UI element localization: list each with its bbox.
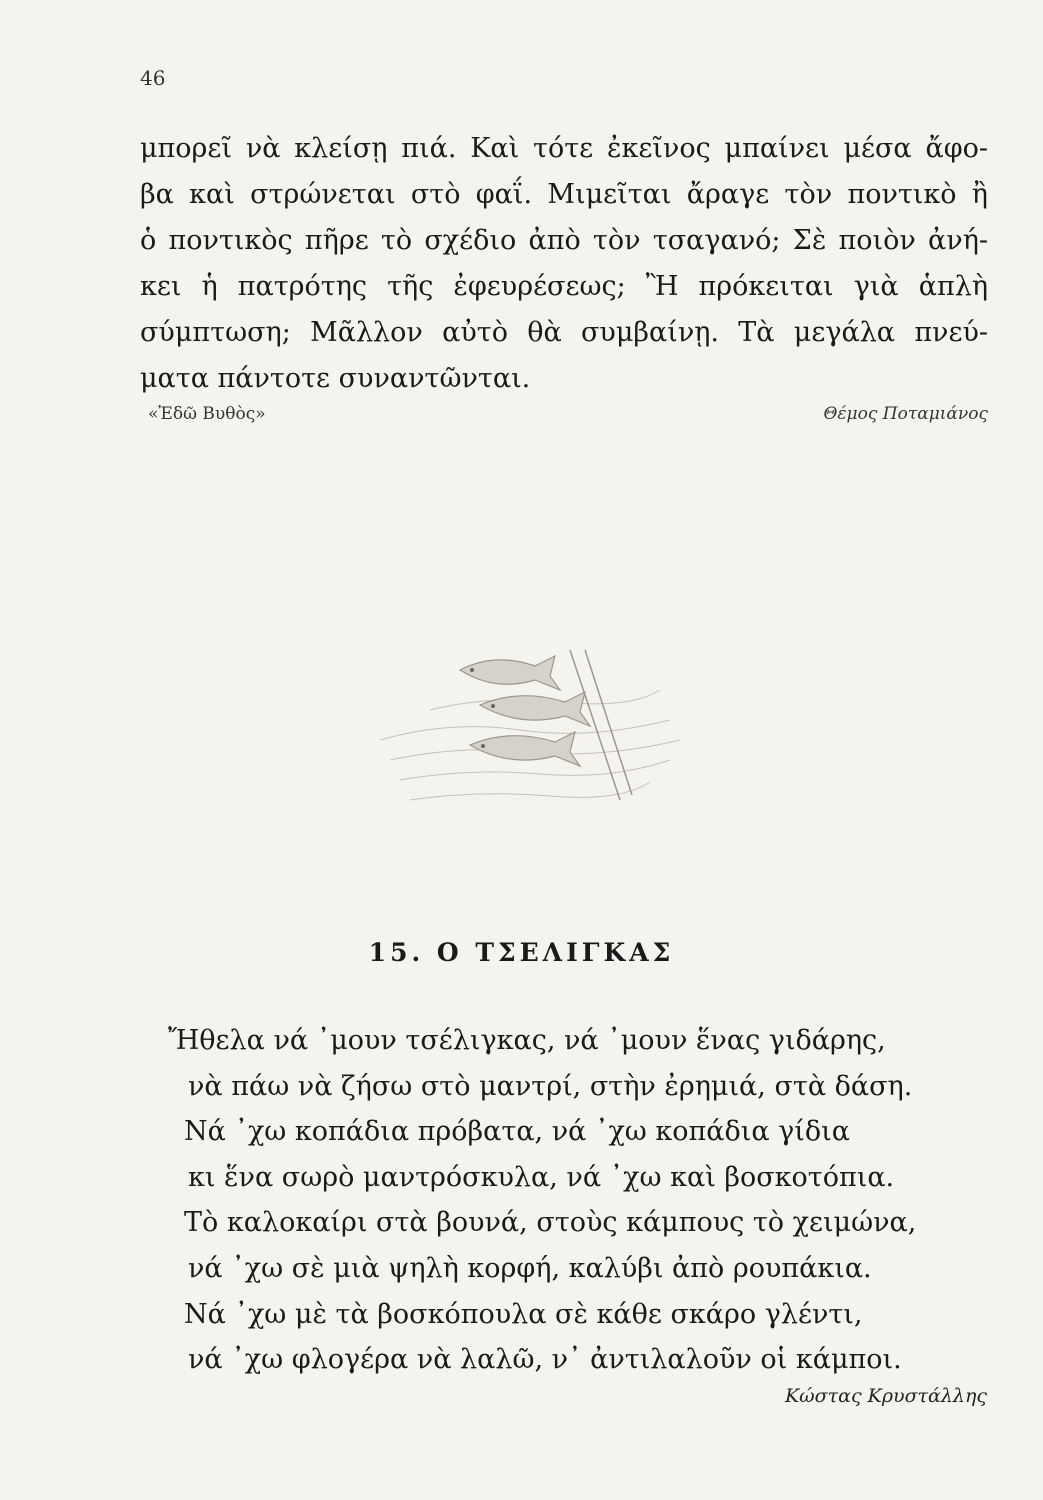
poem-verse: Τὸ καλοκαίρι στὰ βουνά, στοὺς κάμπους τὸ χειμώνα, — [184, 1207, 917, 1239]
prose-line: ματα πάντοτε συναντῶνται. — [140, 363, 531, 394]
poem-verse: Νά ᾽χω κοπάδια πρόβατα, νά ᾽χω κοπάδια γίδια — [184, 1116, 850, 1148]
poem-verse: Ἤθελα νά ᾽μουν τσέλιγκας, νά ᾽μουν ἕνας γιδάρης, — [168, 1025, 886, 1056]
prose-line: κει ἡ πατρότης τῆς ἐφευρέσεως; Ἢ πρόκειται γιὰ ἁπλὴ — [140, 271, 988, 302]
source-author: Θέμος Ποταμιάνος — [823, 404, 988, 424]
source-publication: «Ἐδῶ Βυθὸς» — [148, 404, 266, 424]
prose-paragraph — [140, 126, 988, 402]
prose-line: ὁ ποντικὸς πῆρε τὸ σχέδιο ἀπὸ τὸν τσαγανό; Σὲ ποιὸν ἀνή- — [140, 225, 988, 256]
fish-school-illustration-icon — [370, 610, 690, 820]
poem-verse: νά ᾽χω φλογέρα νὰ λαλῶ, ν᾽ ἀντιλαλοῦν οἱ κάμποι. — [188, 1344, 902, 1376]
poem-verse: νὰ πάω νὰ ζήσω στὸ μαντρί, στὴν ἐρημιά, στὰ δάση. — [188, 1070, 913, 1102]
page-number: 46 — [140, 66, 166, 90]
prose-line: μπορεῖ νὰ κλείσῃ πιά. Καὶ τότε ἐκεῖνος μπαίνει μέσα ἄφο- — [140, 133, 988, 164]
poem-verse: νά ᾽χω σὲ μιὰ ψηλὴ κορφή, καλύβι ἀπὸ ρουπάκια. — [188, 1252, 872, 1284]
poem-verse: Νά ᾽χω μὲ τὰ βοσκόπουλα σὲ κάθε σκάρο γλέντι, — [184, 1298, 863, 1330]
poem-verse: κι ἕνα σωρὸ μαντρόσκυλα, νά ᾽χω καὶ βοσκοτόπια. — [188, 1161, 895, 1193]
poem-title: 15. Ο ΤΣΕΛΙΓΚΑΣ — [368, 938, 675, 967]
prose-line: σύμπτωση; Μᾶλλον αὐτὸ θὰ συμβαίνῃ. Τὰ μεγάλα πνεύ- — [140, 317, 988, 348]
poem-body — [168, 1018, 916, 1383]
prose-line: βα καὶ στρώνεται στὸ φαΐ. Μιμεῖται ἄραγε τὸν ποντικὸ ἢ — [140, 179, 988, 210]
poem-author: Κώστας Κρυστάλλης — [784, 1385, 987, 1407]
